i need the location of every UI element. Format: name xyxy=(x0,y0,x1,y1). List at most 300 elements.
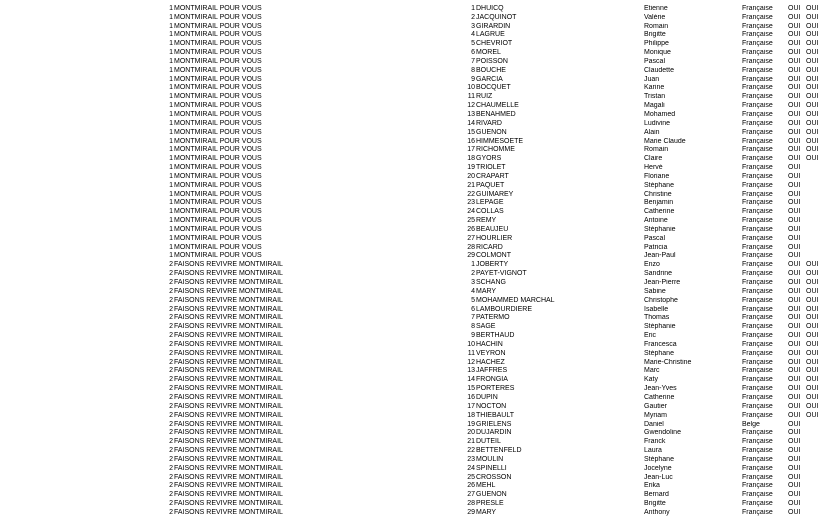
flag-one-cell: OUI xyxy=(788,482,801,490)
candidate-order-cell: 2 xyxy=(471,13,475,21)
candidate-surname-cell: JOBERTY xyxy=(476,261,509,269)
flag-two-cell: OUI xyxy=(806,411,819,419)
table-row xyxy=(0,332,820,341)
flag-one-cell: OUI xyxy=(788,252,801,260)
candidate-order-cell: 25 xyxy=(467,473,475,481)
list-name-cell: FAISONS REVIVRE MONTMIRAIL xyxy=(174,411,283,419)
nationality-cell: Française xyxy=(742,164,773,172)
candidate-order-cell: 20 xyxy=(467,429,475,437)
candidate-firstname-cell: Jocelyne xyxy=(644,464,672,472)
candidate-firstname-cell: Eric xyxy=(644,332,657,340)
flag-two-cell: OUI xyxy=(806,31,819,39)
list-name-cell: FAISONS REVIVRE MONTMIRAIL xyxy=(174,305,283,313)
list-number-cell: 2 xyxy=(169,287,173,295)
candidate-surname-cell: VEYRON xyxy=(476,349,506,357)
candidate-order-cell: 14 xyxy=(467,376,475,384)
flag-two-cell: OUI xyxy=(806,102,819,110)
candidate-order-cell: 22 xyxy=(467,190,475,198)
flag-one-cell: OUI xyxy=(788,137,801,145)
candidate-order-cell: 3 xyxy=(471,22,475,30)
list-number-cell: 1 xyxy=(169,208,173,216)
candidate-surname-cell: RICARD xyxy=(476,243,503,251)
list-number-cell: 1 xyxy=(169,243,173,251)
nationality-cell: Française xyxy=(742,429,773,437)
table-row xyxy=(0,456,820,465)
list-number-cell: 1 xyxy=(169,119,173,127)
candidate-firstname-cell: Stéphanie xyxy=(644,225,676,233)
list-name-cell: FAISONS REVIVRE MONTMIRAIL xyxy=(174,491,283,499)
list-name-cell: MONTMIRAIL POUR VOUS xyxy=(174,22,262,30)
table-row xyxy=(0,252,820,261)
flag-one-cell: OUI xyxy=(788,181,801,189)
nationality-cell: Française xyxy=(742,385,773,393)
flag-one-cell: OUI xyxy=(788,473,801,481)
list-name-cell: FAISONS REVIVRE MONTMIRAIL xyxy=(174,429,283,437)
list-number-cell: 1 xyxy=(169,164,173,172)
table-row xyxy=(0,217,820,226)
flag-one-cell: OUI xyxy=(788,279,801,286)
candidate-surname-cell: BOCQUET xyxy=(476,84,511,92)
nationality-cell: Française xyxy=(742,102,773,110)
candidate-surname-cell: DUTEIL xyxy=(476,438,501,446)
nationality-cell: Française xyxy=(742,4,773,12)
nationality-cell: Française xyxy=(742,155,773,163)
candidate-order-cell: 7 xyxy=(471,57,475,65)
candidate-firstname-cell: Jean-Yves xyxy=(644,385,677,393)
candidate-order-cell: 16 xyxy=(467,393,475,401)
flag-two-cell: OUI xyxy=(806,40,819,48)
flag-one-cell: OUI xyxy=(788,508,801,516)
table-row xyxy=(0,199,820,208)
list-name-cell: MONTMIRAIL POUR VOUS xyxy=(174,93,262,101)
list-name-cell: FAISONS REVIVRE MONTMIRAIL xyxy=(174,500,283,508)
flag-one-cell: OUI xyxy=(788,155,801,163)
table-row xyxy=(0,76,820,85)
candidate-order-cell: 9 xyxy=(471,332,475,340)
candidate-firstname-cell: Pascal xyxy=(644,57,666,65)
flag-one-cell: OUI xyxy=(788,119,801,127)
candidate-surname-cell: MOREL xyxy=(476,49,501,57)
candidate-order-cell: 11 xyxy=(467,93,475,101)
candidate-surname-cell: BOUCHÉ xyxy=(476,66,506,74)
flag-two-cell: OUI xyxy=(806,155,819,163)
candidate-surname-cell: MOULIN xyxy=(476,455,504,463)
list-number-cell: 2 xyxy=(169,279,173,286)
candidate-firstname-cell: Myriam xyxy=(644,411,667,419)
list-number-cell: 2 xyxy=(169,402,173,410)
nationality-cell: Française xyxy=(742,402,773,410)
flag-one-cell: OUI xyxy=(788,376,801,384)
candidate-order-cell: 13 xyxy=(467,110,475,118)
list-name-cell: MONTMIRAIL POUR VOUS xyxy=(174,75,262,83)
candidate-firstname-cell: Jean-Luc xyxy=(644,473,673,481)
list-name-cell: FAISONS REVIVRE MONTMIRAIL xyxy=(174,438,283,446)
flag-one-cell: OUI xyxy=(788,332,801,340)
list-name-cell: MONTMIRAIL POUR VOUS xyxy=(174,13,262,21)
table-row xyxy=(0,5,820,14)
flag-two-cell: OUI xyxy=(806,349,819,357)
table-row xyxy=(0,235,820,244)
list-name-cell: FAISONS REVIVRE MONTMIRAIL xyxy=(174,349,283,357)
candidate-order-cell: 9 xyxy=(471,75,475,83)
candidate-surname-cell: GUIMAREY xyxy=(476,190,514,198)
flag-two-cell: OUI xyxy=(806,22,819,30)
table-row xyxy=(0,482,820,491)
candidate-order-cell: 11 xyxy=(467,349,475,357)
table-row xyxy=(0,509,820,518)
flag-one-cell: OUI xyxy=(788,31,801,39)
nationality-cell: Française xyxy=(742,279,773,286)
list-name-cell: MONTMIRAIL POUR VOUS xyxy=(174,57,262,65)
candidate-firstname-cell: Jean-Pierre xyxy=(644,279,681,286)
nationality-cell: Française xyxy=(742,199,773,207)
table-row xyxy=(0,429,820,438)
candidate-surname-cell: MEHL xyxy=(476,482,496,490)
candidate-firstname-cell: Ludivine xyxy=(644,119,671,127)
candidate-order-cell: 15 xyxy=(467,128,475,136)
candidate-surname-cell: PAYET-VIGNOT xyxy=(476,270,527,278)
table-row xyxy=(0,385,820,394)
list-number-cell: 2 xyxy=(169,376,173,384)
nationality-cell: Française xyxy=(742,438,773,446)
flag-one-cell: OUI xyxy=(788,225,801,233)
flag-one-cell: OUI xyxy=(788,429,801,437)
candidate-order-cell: 29 xyxy=(467,252,475,260)
candidate-firstname-cell: Patricia xyxy=(644,243,668,251)
candidate-surname-cell: DHUICQ xyxy=(476,4,504,12)
table-row xyxy=(0,31,820,40)
nationality-cell: Française xyxy=(742,500,773,508)
list-number-cell: 2 xyxy=(169,340,173,348)
list-number-cell: 2 xyxy=(169,261,173,269)
candidate-firstname-cell: Isabelle xyxy=(644,305,669,313)
candidate-firstname-cell: Francesca xyxy=(644,340,677,348)
candidate-order-cell: 3 xyxy=(471,279,475,286)
candidate-surname-cell: CHEVRIOT xyxy=(476,40,513,48)
flag-one-cell: OUI xyxy=(788,393,801,401)
list-name-cell: MONTMIRAIL POUR VOUS xyxy=(174,208,262,216)
table-row xyxy=(0,129,820,138)
candidate-surname-cell: JAFFRES xyxy=(476,367,508,375)
table-row xyxy=(0,438,820,447)
candidate-firstname-cell: Stéphane xyxy=(644,455,674,463)
table-row xyxy=(0,173,820,182)
candidate-firstname-cell: Brigitte xyxy=(644,500,666,508)
candidate-firstname-cell: Valérie xyxy=(644,13,666,21)
candidate-firstname-cell: Sabine xyxy=(644,287,666,295)
list-number-cell: 2 xyxy=(169,438,173,446)
candidate-surname-cell: THIEBAULT xyxy=(476,411,514,419)
table-row xyxy=(0,102,820,111)
table-row xyxy=(0,323,820,332)
candidate-firstname-cell: Stéphane xyxy=(644,181,674,189)
flag-two-cell: OUI xyxy=(806,287,819,295)
candidate-surname-cell: PATERMO xyxy=(476,314,510,322)
flag-one-cell: OUI xyxy=(788,146,801,154)
candidate-order-cell: 10 xyxy=(467,340,475,348)
candidate-firstname-cell: Hervé xyxy=(644,164,663,172)
table-row xyxy=(0,297,820,306)
candidate-surname-cell: GRIELENS xyxy=(476,420,512,428)
nationality-cell: Française xyxy=(742,31,773,39)
table-row xyxy=(0,40,820,49)
list-name-cell: MONTMIRAIL POUR VOUS xyxy=(174,31,262,39)
list-number-cell: 1 xyxy=(169,40,173,48)
table-row xyxy=(0,412,820,421)
candidate-surname-cell: BENAHMED xyxy=(476,110,516,118)
list-name-cell: MONTMIRAIL POUR VOUS xyxy=(174,40,262,48)
table-row xyxy=(0,58,820,67)
candidate-surname-cell: GYORS xyxy=(476,155,502,163)
nationality-cell: Française xyxy=(742,84,773,92)
nationality-cell: Française xyxy=(742,22,773,30)
candidate-order-cell: 2 xyxy=(471,270,475,278)
flag-one-cell: OUI xyxy=(788,385,801,393)
candidate-order-cell: 8 xyxy=(471,66,475,74)
candidate-order-cell: 12 xyxy=(467,102,475,110)
candidate-surname-cell: SAGE xyxy=(476,323,496,331)
flag-one-cell: OUI xyxy=(788,455,801,463)
nationality-cell: Française xyxy=(742,252,773,260)
candidate-firstname-cell: Pascal xyxy=(644,234,666,242)
flag-two-cell: OUI xyxy=(806,75,819,83)
nationality-cell: Française xyxy=(742,75,773,83)
list-name-cell: FAISONS REVIVRE MONTMIRAIL xyxy=(174,358,283,366)
flag-two-cell: OUI xyxy=(806,314,819,322)
nationality-cell: Française xyxy=(742,208,773,216)
candidate-surname-cell: RIVARD xyxy=(476,119,502,127)
candidate-order-cell: 10 xyxy=(467,84,475,92)
list-name-cell: MONTMIRAIL POUR VOUS xyxy=(174,172,262,180)
list-name-cell: MONTMIRAIL POUR VOUS xyxy=(174,119,262,127)
candidate-order-cell: 25 xyxy=(467,217,475,225)
candidate-order-cell: 28 xyxy=(467,243,475,251)
list-number-cell: 1 xyxy=(169,190,173,198)
flag-one-cell: OUI xyxy=(788,208,801,216)
list-number-cell: 1 xyxy=(169,84,173,92)
candidate-order-cell: 20 xyxy=(467,172,475,180)
candidate-order-cell: 19 xyxy=(467,164,475,172)
nationality-cell: Française xyxy=(742,110,773,118)
flag-one-cell: OUI xyxy=(788,287,801,295)
flag-two-cell: OUI xyxy=(806,84,819,92)
candidate-order-cell: 17 xyxy=(467,146,475,154)
candidate-firstname-cell: Marie-Christine xyxy=(644,358,692,366)
list-number-cell: 2 xyxy=(169,420,173,428)
nationality-cell: Française xyxy=(742,137,773,145)
flag-one-cell: OUI xyxy=(788,402,801,410)
candidate-surname-cell: BERTHAUD xyxy=(476,332,515,340)
flag-one-cell: OUI xyxy=(788,270,801,278)
list-number-cell: 1 xyxy=(169,66,173,74)
table-row xyxy=(0,350,820,359)
flag-one-cell: OUI xyxy=(788,447,801,455)
candidate-surname-cell: BETTENFELD xyxy=(476,447,522,455)
candidate-firstname-cell: Katy xyxy=(644,376,659,384)
nationality-cell: Française xyxy=(742,340,773,348)
candidate-order-cell: 26 xyxy=(467,482,475,490)
list-name-cell: FAISONS REVIVRE MONTMIRAIL xyxy=(174,482,283,490)
table-row xyxy=(0,120,820,129)
candidate-order-cell: 29 xyxy=(467,508,475,516)
candidate-firstname-cell: Catherine xyxy=(644,393,675,401)
list-name-cell: MONTMIRAIL POUR VOUS xyxy=(174,4,262,12)
flag-one-cell: OUI xyxy=(788,411,801,419)
candidate-firstname-cell: Etienne xyxy=(644,4,668,12)
candidate-firstname-cell: Magali xyxy=(644,102,665,110)
list-name-cell: FAISONS REVIVRE MONTMIRAIL xyxy=(174,393,283,401)
candidate-surname-cell: GUENON xyxy=(476,491,507,499)
list-number-cell: 2 xyxy=(169,508,173,516)
candidate-order-cell: 26 xyxy=(467,225,475,233)
flag-one-cell: OUI xyxy=(788,234,801,242)
flag-one-cell: OUI xyxy=(788,464,801,472)
candidate-surname-cell: COLMONT xyxy=(476,252,511,260)
list-number-cell: 1 xyxy=(169,172,173,180)
flag-two-cell: OUI xyxy=(806,66,819,74)
list-name-cell: MONTMIRAIL POUR VOUS xyxy=(174,128,262,136)
flag-one-cell: OUI xyxy=(788,358,801,366)
candidate-order-cell: 5 xyxy=(471,40,475,48)
flag-one-cell: OUI xyxy=(788,40,801,48)
list-name-cell: FAISONS REVIVRE MONTMIRAIL xyxy=(174,279,283,286)
table-row xyxy=(0,208,820,217)
nationality-cell: Française xyxy=(742,287,773,295)
list-number-cell: 1 xyxy=(169,49,173,57)
candidate-firstname-cell: Mohamed xyxy=(644,110,676,118)
candidate-order-cell: 14 xyxy=(467,119,475,127)
list-name-cell: MONTMIRAIL POUR VOUS xyxy=(174,164,262,172)
candidate-order-cell: 5 xyxy=(471,296,475,304)
list-name-cell: MONTMIRAIL POUR VOUS xyxy=(174,102,262,110)
list-number-cell: 2 xyxy=(169,393,173,401)
candidate-order-cell: 15 xyxy=(467,385,475,393)
table-row xyxy=(0,367,820,376)
list-number-cell: 2 xyxy=(169,349,173,357)
list-name-cell: MONTMIRAIL POUR VOUS xyxy=(174,66,262,74)
list-name-cell: MONTMIRAIL POUR VOUS xyxy=(174,146,262,154)
candidate-order-cell: 8 xyxy=(471,323,475,331)
candidate-firstname-cell: Daniel xyxy=(644,420,664,428)
list-number-cell: 1 xyxy=(169,128,173,136)
table-row xyxy=(0,421,820,430)
nationality-cell: Française xyxy=(742,358,773,366)
candidate-firstname-cell: Brigitte xyxy=(644,31,666,39)
flag-two-cell: OUI xyxy=(806,270,819,278)
flag-one-cell: OUI xyxy=(788,75,801,83)
candidate-order-cell: 16 xyxy=(467,137,475,145)
candidate-order-cell: 22 xyxy=(467,447,475,455)
flag-two-cell: OUI xyxy=(806,13,819,21)
candidate-order-cell: 28 xyxy=(467,500,475,508)
table-row xyxy=(0,84,820,93)
nationality-cell: Française xyxy=(742,482,773,490)
candidate-order-cell: 1 xyxy=(471,261,475,269)
flag-two-cell: OUI xyxy=(806,332,819,340)
list-number-cell: 1 xyxy=(169,22,173,30)
list-number-cell: 1 xyxy=(169,93,173,101)
flag-one-cell: OUI xyxy=(788,314,801,322)
flag-two-cell: OUI xyxy=(806,4,819,12)
list-name-cell: FAISONS REVIVRE MONTMIRAIL xyxy=(174,508,283,516)
nationality-cell: Belge xyxy=(742,420,760,428)
table-row xyxy=(0,14,820,23)
nationality-cell: Française xyxy=(742,323,773,331)
nationality-cell: Française xyxy=(742,190,773,198)
table-row xyxy=(0,191,820,200)
list-number-cell: 1 xyxy=(169,13,173,21)
list-number-cell: 2 xyxy=(169,314,173,322)
flag-one-cell: OUI xyxy=(788,305,801,313)
table-row xyxy=(0,394,820,403)
candidate-order-cell: 24 xyxy=(467,208,475,216)
candidate-surname-cell: MARY xyxy=(476,508,497,516)
candidate-order-cell: 23 xyxy=(467,199,475,207)
list-number-cell: 2 xyxy=(169,411,173,419)
list-name-cell: MONTMIRAIL POUR VOUS xyxy=(174,199,262,207)
nationality-cell: Française xyxy=(742,464,773,472)
list-name-cell: FAISONS REVIVRE MONTMIRAIL xyxy=(174,420,283,428)
list-number-cell: 2 xyxy=(169,473,173,481)
flag-one-cell: OUI xyxy=(788,102,801,110)
flag-one-cell: OUI xyxy=(788,110,801,118)
flag-two-cell: OUI xyxy=(806,49,819,57)
candidate-order-cell: 23 xyxy=(467,455,475,463)
nationality-cell: Française xyxy=(742,376,773,384)
candidate-surname-cell: CHAUMELLE xyxy=(476,102,519,110)
list-name-cell: FAISONS REVIVRE MONTMIRAIL xyxy=(174,376,283,384)
table-row xyxy=(0,23,820,32)
flag-one-cell: OUI xyxy=(788,340,801,348)
candidate-firstname-cell: Monique xyxy=(644,49,671,57)
candidate-firstname-cell: Antoine xyxy=(644,217,668,225)
nationality-cell: Française xyxy=(742,234,773,242)
flag-one-cell: OUI xyxy=(788,199,801,207)
nationality-cell: Française xyxy=(742,66,773,74)
flag-two-cell: OUI xyxy=(806,137,819,145)
list-name-cell: MONTMIRAIL POUR VOUS xyxy=(174,217,262,225)
candidate-firstname-cell: Marc xyxy=(644,367,660,375)
flag-two-cell: OUI xyxy=(806,340,819,348)
table-row xyxy=(0,403,820,412)
list-number-cell: 2 xyxy=(169,491,173,499)
candidate-order-cell: 6 xyxy=(471,49,475,57)
nationality-cell: Française xyxy=(742,332,773,340)
table-row xyxy=(0,491,820,500)
candidate-order-cell: 18 xyxy=(467,411,475,419)
table-row xyxy=(0,226,820,235)
list-number-cell: 1 xyxy=(169,225,173,233)
list-number-cell: 2 xyxy=(169,296,173,304)
candidate-firstname-cell: Benjamin xyxy=(644,199,674,207)
candidate-firstname-cell: Franck xyxy=(644,438,666,446)
candidate-order-cell: 21 xyxy=(467,181,475,189)
nationality-cell: Française xyxy=(742,172,773,180)
nationality-cell: Française xyxy=(742,243,773,251)
flag-one-cell: OUI xyxy=(788,13,801,21)
candidate-order-cell: 27 xyxy=(467,491,475,499)
list-name-cell: FAISONS REVIVRE MONTMIRAIL xyxy=(174,323,283,331)
list-number-cell: 2 xyxy=(169,358,173,366)
candidate-surname-cell: GIRARDIN xyxy=(476,22,511,30)
candidate-surname-cell: POISSON xyxy=(476,57,508,65)
nationality-cell: Française xyxy=(742,128,773,136)
list-number-cell: 2 xyxy=(169,367,173,375)
flag-one-cell: OUI xyxy=(788,22,801,30)
table-row xyxy=(0,341,820,350)
candidate-surname-cell: JACQUINOT xyxy=(476,13,517,21)
candidate-firstname-cell: Karine xyxy=(644,84,665,92)
